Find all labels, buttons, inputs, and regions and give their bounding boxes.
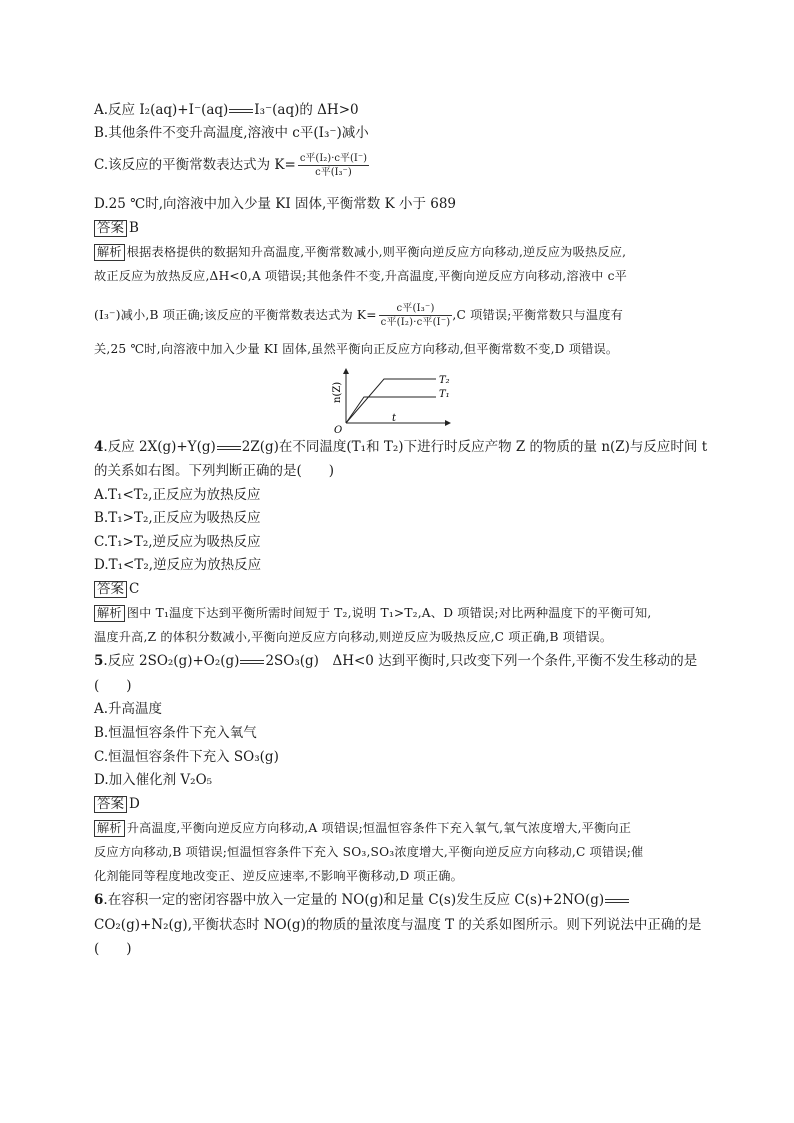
x-axis-label: t: [392, 413, 397, 424]
y-axis-label: n(Z): [332, 381, 343, 403]
analysis-label: 解析: [94, 820, 125, 837]
q5-analysis-line-1: 解析 升高温度,平衡向逆反应方向移动,A 项错误;恒温恒容条件下充入氧气,氧气浓度增大,平衡向正: [94, 819, 631, 837]
equilibrium-arrow-icon: [217, 446, 241, 450]
curve-label-top: T₂: [439, 375, 450, 386]
fraction: $\frac{\text{c平(I₃⁻)}}{\text{c平(I₂)·c平(I⁻)}}$: [380, 303, 451, 328]
curve-t1: [346, 397, 436, 423]
equilibrium-arrow-icon: [229, 109, 253, 113]
q4-option-a: A.T₁<T₂,正反应为放热反应: [94, 487, 261, 503]
q3-option-a: A.反应 I₂(aq)+I⁻(aq) I₃⁻(aq)的 ΔH>0: [94, 102, 359, 118]
q3-option-b: B.其他条件不变升高温度,溶液中 c平(I₃⁻)减小: [94, 125, 369, 141]
q3-answer: 答案 B: [94, 219, 139, 237]
q3-analysis-line-2: 故正反应为放热反应,ΔH<0,A 项错误;其他条件不变,升高温度,平衡向逆反应方向移动,溶液中 c平: [94, 269, 627, 283]
q5-stem-line-2: ( ): [94, 678, 132, 694]
answer-label: 答案: [94, 796, 127, 813]
answer-label: 答案: [94, 220, 127, 237]
origin-label: O: [334, 425, 343, 433]
q5-option-d: D.加入催化剂 V₂O₅: [94, 772, 213, 788]
q5-option-b: B.恒温恒容条件下充入氧气: [94, 725, 257, 741]
q4-stem-line-2: 的关系如右图。下列判断正确的是( ): [94, 463, 335, 479]
q4-analysis-line-1: 解析 图中 T₁温度下达到平衡所需时间短于 T₂,说明 T₁>T₂,A、D 项错误;对比两种温度下的平衡可知,: [94, 604, 651, 622]
curve-label-bottom: T₁: [439, 389, 450, 400]
q4-stem-line-1: 4.反应 2X(g)+Y(g) 2Z(g)在不同温度(T₁和 T₂)下进行时反应产物 Z 的物质的量 n(Z)与反应时间 t: [94, 439, 708, 455]
q4-analysis-line-2: 温度升高,Z 的体积分数减小,平衡向逆反应方向移动,则逆反应为吸热反应,C 项正确,B 项错误。: [94, 630, 613, 644]
q5-stem-line-1: 5.反应 2SO₂(g)+O₂(g) 2SO₃(g) ΔH<0 达到平衡时,只改变下列一个条件,平衡不发生移动的是: [94, 653, 698, 669]
y-axis-arrow-icon: [343, 368, 349, 374]
q3-option-c: C.该反应的平衡常数表达式为 K= $\frac{\text{c平(I₂)·c平(I⁻)}}{\text{c平(I₃⁻)}}$: [94, 153, 368, 178]
q4-answer: 答案 C: [94, 580, 139, 598]
q3-option-d: D.25 ℃时,向溶液中加入少量 KI 固体,平衡常数 K 小于 689: [94, 196, 457, 212]
nz-time-graph: [330, 367, 460, 433]
question-number: 5: [94, 653, 104, 669]
analysis-label: 解析: [94, 244, 125, 261]
q5-analysis-line-2: 反应方向移动,B 项错误;恒温恒容条件下充入 SO₃,SO₃浓度增大,平衡向逆反应方向移动,C 项错误;催: [94, 845, 644, 859]
q4-option-b: B.T₁>T₂,正反应为吸热反应: [94, 510, 261, 526]
q6-stem-line-1: 6.在容积一定的密闭容器中放入一定量的 NO(g)和足量 C(s)发生反应 C(s)+2NO(g): [94, 891, 630, 909]
question-number: 6: [94, 892, 104, 908]
q5-option-a: A.升高温度: [94, 701, 163, 717]
x-axis-arrow-icon: [445, 420, 451, 426]
q3-analysis-line-3: (I₃⁻)减小,B 项正确;该反应的平衡常数表达式为 K= $\frac{\text{c平(I₃⁻)}}{\text{c平(I₂)·c平(I⁻)}}$ ,C 项错误;平衡常数只与温度有: [94, 303, 624, 328]
q3-analysis-line-1: 解析 根据表格提供的数据知升高温度,平衡常数减小,则平衡向逆反应方向移动,逆反应为吸热反应,: [94, 243, 626, 261]
question-number: 4: [94, 439, 104, 455]
analysis-label: 解析: [94, 605, 125, 622]
q6-stem-line-3: ( ): [94, 941, 132, 957]
q5-answer: 答案 D: [94, 795, 140, 813]
equilibrium-arrow-icon: [240, 660, 264, 664]
q5-analysis-line-3: 化剂能同等程度地改变正、逆反应速率,不影响平衡移动,D 项正确。: [94, 869, 464, 883]
answer-label: 答案: [94, 581, 127, 598]
fraction: $\frac{\text{c平(I₂)·c平(I⁻)}}{\text{c平(I₃⁻)}}$: [299, 153, 368, 178]
curve-t2: [346, 379, 436, 423]
q5-option-c: C.恒温恒容条件下充入 SO₃(g): [94, 749, 279, 765]
equilibrium-arrow-icon: [605, 899, 629, 903]
q4-option-d: D.T₁<T₂,逆反应为放热反应: [94, 557, 262, 573]
q3-analysis-line-4: 关,25 ℃时,向溶液中加入少量 KI 固体,虽然平衡向正反应方向移动,但平衡常数不变,D 项错误。: [94, 342, 619, 356]
q4-option-c: C.T₁>T₂,逆反应为吸热反应: [94, 534, 261, 550]
q6-stem-line-2: CO₂(g)+N₂(g),平衡状态时 NO(g)的物质的量浓度与温度 T 的关系如图所示。则下列说法中正确的是: [94, 917, 702, 933]
